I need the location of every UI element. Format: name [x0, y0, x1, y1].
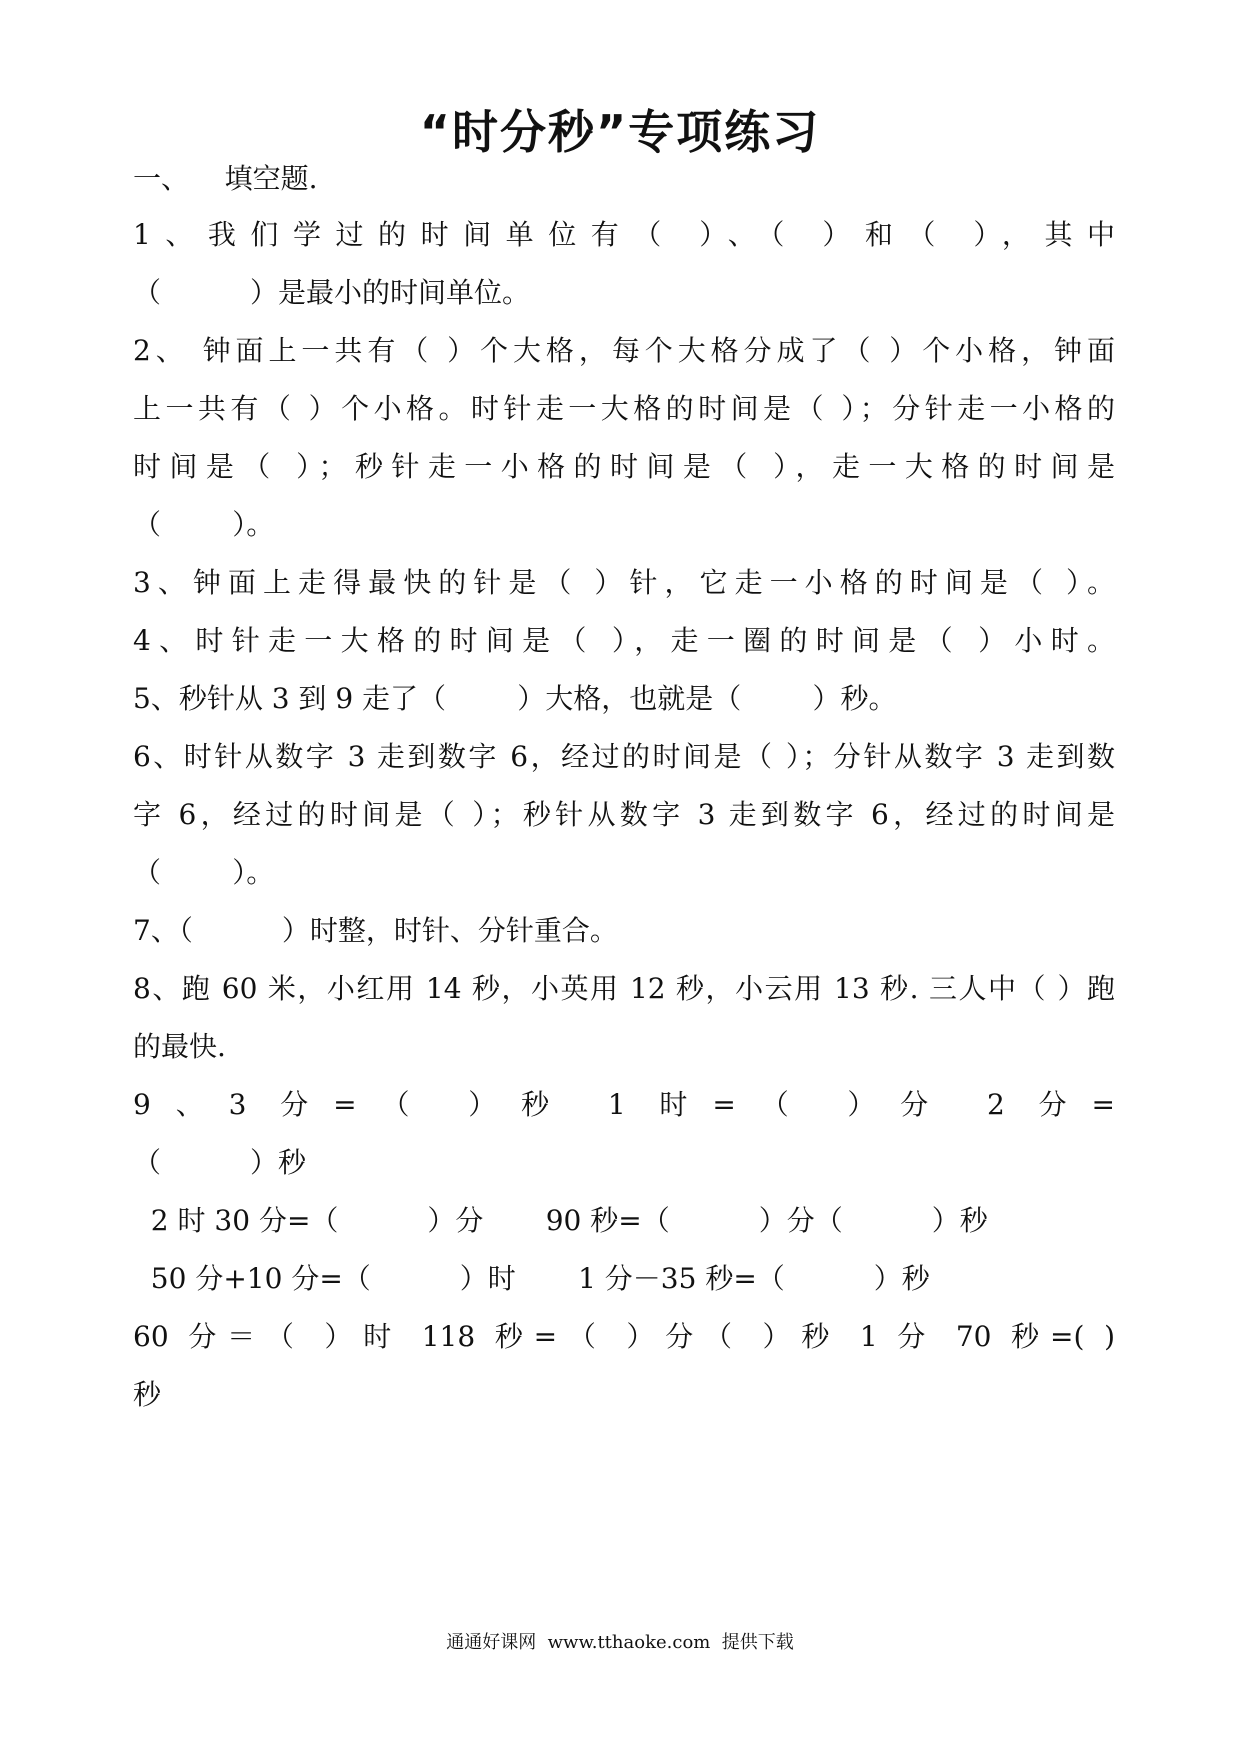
page-footer: 通通好课网 www.tthaoke.com 提供下载: [446, 1632, 794, 1653]
question-9-line-2: （ ）秒: [133, 1146, 307, 1179]
question-6-line-1: 6、时针从数字 3 走到数字 6，经过的时间是（ ）；分针从数字 3 走到数: [133, 740, 1115, 773]
question-2-line-2: 上一共有（ ）个小格。时针走一大格的时间是（ ）；分针走一小格的: [133, 392, 1115, 425]
question-8-line-1: 8、跑 60 米，小红用 14 秒，小英用 12 秒，小云用 13 秒. 三人中（ ）跑: [133, 972, 1115, 1005]
question-2-line-1: 2、 钟面上一共有（ ）个大格，每个大格分成了（ ）个小格，钟面: [133, 334, 1115, 367]
question-8-line-2: 的最快.: [133, 1030, 226, 1063]
worksheet-title: “时分秒”专项练习: [419, 105, 821, 159]
question-7: 7、（ ）时整，时针、分针重合。: [133, 914, 618, 947]
question-1-line-1: 1、我们学过的时间单位有（ ）、（ ）和（ ），其中: [133, 218, 1115, 251]
question-9-line-5: 60 分＝（ ）时 118 秒=（ ）分（ ）秒 1 分 70 秒=( ): [133, 1320, 1115, 1353]
section-heading: 一、 填空题.: [133, 162, 318, 195]
question-5: 5、秒针从 3 到 9 走了（ ）大格，也就是（ ）秒。: [133, 682, 897, 715]
question-9-line-6: 秒: [133, 1378, 162, 1411]
question-4: 4、时针走一大格的时间是（ ），走一圈的时间是（ ）小时。: [133, 624, 1115, 657]
question-9-line-3: 2 时 30 分=（ ）分 90 秒=（ ）分（ ）秒: [133, 1204, 988, 1237]
question-9-line-1: 9、3 分=（ ）秒 1 时=（ ）分 2 分=: [133, 1088, 1115, 1121]
question-3: 3、钟面上走得最快的针是（ ）针，它走一小格的时间是（ ）。: [133, 566, 1115, 599]
question-2-line-4: （ ）。: [133, 508, 275, 541]
question-6-line-3: （ ）。: [133, 856, 275, 889]
question-1-line-2: （ ）是最小的时间单位。: [133, 276, 531, 309]
question-9-line-4: 50 分+10 分=（ ）时 1 分－35 秒=（ ）秒: [133, 1262, 930, 1295]
question-6-line-2: 字 6，经过的时间是（ ）；秒针从数字 3 走到数字 6，经过的时间是: [133, 798, 1115, 831]
question-2-line-3: 时间是（ ）；秒针走一小格的时间是（ ），走一大格的时间是: [133, 450, 1115, 483]
